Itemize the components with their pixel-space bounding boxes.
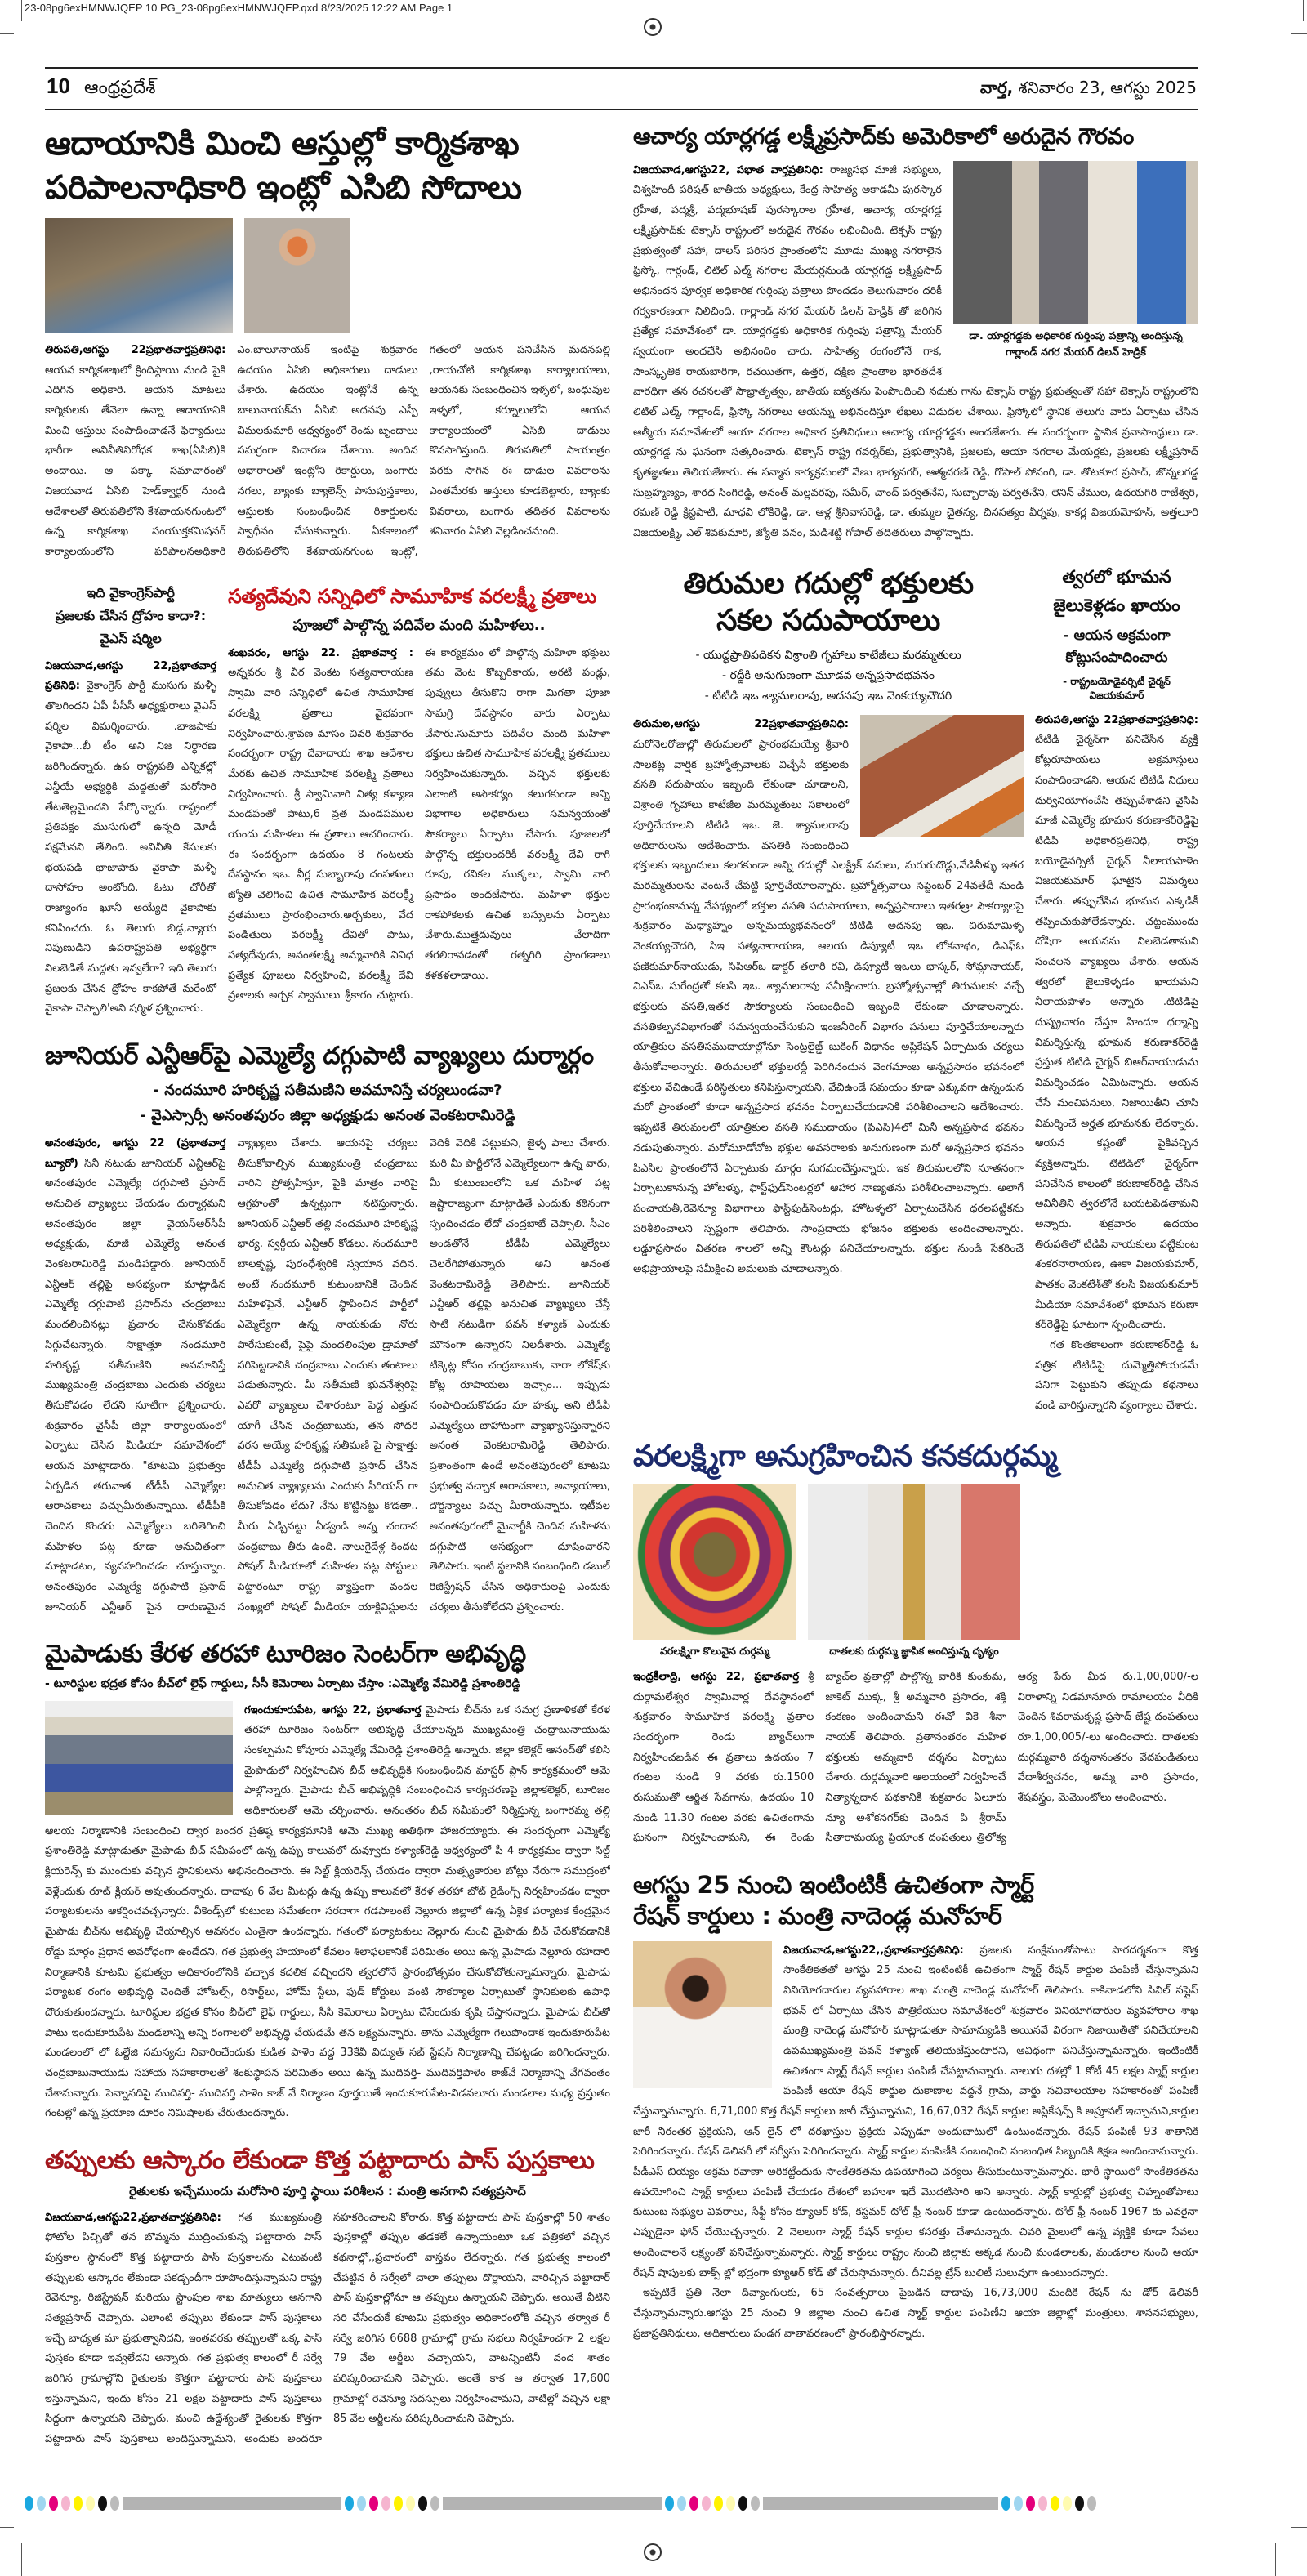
dateline: అనంతపురం, ఆగస్టు 22 (ప్రభాతవార్త బ్యూరో) <box>45 1136 226 1170</box>
paper-name: వార్త, <box>979 78 1014 97</box>
photo-ttd-meeting <box>860 715 1024 837</box>
article-text: ప్రజలకు సంక్షేమంతోపాటు పారదర్శకంగా కొత్త సాంకేతికతతో ఆగస్టు 25 నుంచి ఇంటింటికీ ఉచితంగా స్మార్ట్ రేషన్ కార్డుల పంపిణీ చేస్తున్నామని వినియోగదారుల వ్యవహారాల శాఖ మంత్రి నాదెండ్ల మనోహర్ తెలిపారు. కాకినాడలోని సివిల్ సప్లైస్ భవన్ లో ఏర్పాటు చేసిన పాత్రికేయుల సమావేశంలో శుక్రవారం వినియోగదారుల వ్యవహారాల శాఖ మంత్రి నాదెండ్ల మనోహర్ మాట్లాడుతూ సామాన్యుడికి అయినవే విరంగా నిజాయితీతో పనిచేయాలని <box>783 1944 1198 2038</box>
headline: వైఎస్ షర్మిల <box>100 631 162 647</box>
subheadline: కోట్లుసంపాదించారు <box>1065 650 1168 667</box>
article-text: అన్నవరం శ్రీ వీర వెంకట సత్యనారాయణ స్వామి వారి సన్నిధిలో ఉచిత సామూహిక వరలక్ష్మి వ్రతాలు వైభవంగా నిర్వహించారు.శ్రావణ మాసం చివరి శుక్రవారం సందర్భంగా రాష్ట్ర దేవాదాయ శాఖ ఆదేశాల మేరకు ఉచిత సామూహిక వరలక్ష్మి వ్రతాలు నిర్వహించారు. శ్రీ స్వామివారి నిత్య కళ్యాణ మండపంతో పాటు,6 వ్రత మండపముల యందు మహిళలు ఈ వ్రతాలు ఆచరించారు. ఈ సందర్భంగా ఉదయం 8 గంటలకు దేవస్థానం ఇఒ. వీర్ల సుబ్బారావు దంపతులు జ్యోతి వెలిగించి ఉచిత సామూహిక వరలక్ష్మీ వ్రతములు ప్రారంభించారు.అర్చకులు, వేద పండితులు వరలక్ష్మీ దేవితో పాటు, సత్యదేవుడు, అనంతలక్ష్మి అమ్మవారికి వివిధ ప్రత్యేక పూజలు నిర్వహించి, వరలక్ష్మీ <box>228 667 413 982</box>
page-columns <box>45 123 1198 2471</box>
page-header-left <box>47 74 156 102</box>
article-text: యాక్టివిస్టులను వెదికి వెదికి పట్టుకుని, జైళ్ళ పాలు చేశారు. మరి మీ పార్టీలోనే ఎమ్మెల్యేలుగా ఉన్న వారు, మీ కుటుంబంలోని ఒక మహిళ పట్ల ఇష్టారాజ్యంగా మాట్లాడితే ఎందుకు కఠినంగా స్పందించడం లేదో చంద్రబాబే చెప్పాలి. సీఎం అండతోనే టీడీపీ ఎమ్మెల్యేలు చెలరేగిపోతున్నారు అని అనంత వెంకటరామిరెడ్డి తెలిపారు. జూనియర్ ఎన్టీఆర్ తల్లిపై అనుచిత వ్యాఖ్యలు చేస్తే సాటి నటుడిగా పవన్ కళ్యాణ్ ఎందుకు మౌనంగా ఉన్నారని నిలదీశారు. ఎమ్మెల్యే టిక్కెట్ల కోసం చంద్రబాబుకు, నారా లోకేష్‌కు కోట్ల రూపాయలు ఇచ్చాం... ఇప్పుడు సంపాదించుకోవడం మా హక్కు అని టీడీపీ ఎమ్మెల్యేలు బాహాటంగా వ్యాఖ్యానిస్తున్నారని అనంత వెంకటరామిరెడ్డి తెలిపారు. ప్రశాంతంగా ఉండే అనంతపురంలో కూటమి ప్రభుత్వ వచ్చాక అరాచకాలు, అన్యాయాలు, దౌర్జన్యాలు పెచ్చు మీరాయన్నారు. ఇటీవల అనంతపురంలో మైనార్టీకి చెందిన మహిళను దగ్గుపాటి అసభ్యంగా దూషించారని తెలిపారు. ఇంటి స్థలానికి సంబంధించి డబుల్ రిజిస్ట్రేషన్ చేసిన అధికారులపై ఎందుకు చర్యలు తీసుకోలేదని ప్రశ్నించారు. <box>358 1136 610 1614</box>
registration-mark-icon <box>644 2543 662 2561</box>
black-swatch <box>418 2496 427 2511</box>
magenta-swatch <box>689 2496 698 2511</box>
headline: రేషన్ కార్డులు : మంత్రి నాదెండ్ల మనోహర్ <box>633 1902 1002 1931</box>
headline: ఆదాయానికి మించి ఆస్తుల్లో కార్మికశాఖ <box>45 125 520 163</box>
subheadline: రైతులకు ఇచ్చేముందు మరోసారి పూర్తి స్థాయి పరిశీలన : మంత్రి అనగాని సత్యప్రసాద్ <box>129 2183 526 2199</box>
article-text: రాజ్యసభ మాజీ సభ్యులు, విశ్వహిందీ పరిషత్ జాతీయ అధ్యక్షులు, కేంద్ర సాహిత్య అకాడమీ పురస్కార గ్రహీత, పద్మశ్రీ, పద్మభూషణ్ పురస్కారాల గ్రహీత, ఆచార్య యార్లగడ్డ లక్ష్మీప్రసాద్‌కు టెక్సాస్ రాష్ట్రంలో అరుదైన గౌరవం లభించింది. టెక్సస్ రాష్ట్ర ప్రభుత్వంతో సహా, దాలస్ పరిసర ప్రాంతంలోని మూడు ముఖ్య నగరాలైన ఫ్రిస్కో, గార్లండ్, లిటిల్ ఎల్మ్ నగరాల మేయర్లనుండి యార్లగడ్డ లక్ష్మీప్రసాద్ అభినందన పూర్వక అధికారిక గుర్తింపు పత్రాలు పొందడం తెలుగువారం దరికీ గర్వకారణంగా నిలిచింది. గార్లాండ్ నగర మేయర్ డిలన్ హెడ్రిక్ తో జరిగిన ప్రత్యేక సమావేశంలో డా. యార్లగడ్డకు అధికారిక గుర్తింపు పత్రాన్ని మేయర్ స్వయంగా అందచేసి అభినందిం చారు. సాహిత్య రంగంలోనే గాక, సాంస్కృతిక రాయబారిగా, రచయితగా, ఉత్తర, దక్షిణ ప్రాంతాల భారతదేశ వారధిగా తన రచనలతో సౌభ్రాతృత్వం, జాతీయ ఐక్యతను పెంపొందించి నదుకు గాను టెక్సాస్ రాష్ట్ర ప్రభుత్వంతో సహా టెక్సాస్ రాష్ట్రంలోని లిటిల్ <box>633 163 1198 418</box>
section-name: ఆంధ్రప్రదేశ్ <box>84 78 156 98</box>
gray-swatch <box>110 2496 119 2511</box>
gray-swatch <box>751 2496 760 2511</box>
light-cyan-swatch <box>37 2496 46 2511</box>
figure <box>633 1484 796 1659</box>
article-text: వైకాంగ్రెస్ పార్టీ ముసుగు మళ్ళీ తొలగిందని ఏపీ పీసీసీ అధ్యక్షురాలు వైఎస్ షర్మిల విమర్శించారు. .భాజపాకు వైకాపా...బీ టీం అని నిజ నిర్ధారణ జరిగిందన్నారు. ఉప రాష్ట్రపతి ఎన్నికల్లో ఎన్డీయే అభ్యర్థికి మద్దతుతో మరోసారి తేటతెల్లమైందని పేర్కొన్నారు. రాష్ట్రంలో ప్రతిపక్షం ముసుగులో ఉన్నది మోడీ పక్షమేనని తేలింది. అవినీతి కేసులకు భయపడి భాజాపాకు వైకాపా మళ్ళీ దాసోహం అంటోంది. ఓటు చోరీతో రాజ్యాంగం ఖూనీ అయ్యేది వైకాపాకు కనిపించదు. ఓ తెలుగు బిడ్డ,న్యాయ నిపుణుడిని ఉపరాష్ట్రపతి అభ్యర్థిగా నిలబెడితే మద్దతు ఇవ్వలేరా? ఇది తెలుగు ప్రజలకు చేసిన ద్రోహం కాకపోతే మరేంటో వైకాపా చెప్పాలి'అని షర్మిళ ప్రశ్నించారు. <box>45 680 216 1016</box>
magenta-swatch <box>49 2496 58 2511</box>
gray-swatch <box>430 2496 439 2511</box>
crop-mark <box>21 0 22 21</box>
headline: మైపాడుకు కేరళ తరహా టూరిజం సెంటర్‌గా అభివృద్ధి <box>45 1640 526 1669</box>
magenta-swatch <box>369 2496 378 2511</box>
headline: త్వరలో భూమన <box>1062 566 1171 587</box>
registration-mark-icon <box>644 18 662 36</box>
article-text: యార్లగడ్డ ను ఘనంగా సత్కరించారు. టెక్సాస్ రాష్ట్ర గవర్నర్‌కు, ప్రభుత్వానికి, ప్రజలకు, ఆయా నగరాల మేయర్లకు, ప్రజలకు లక్ష్మీప్రసాద్ కృతజ్ఞతలు తెలియజేశారు. ఈ సన్మాన కార్యక్రమంలో వేణు భాగ్యనగర్, ఆత్మచరణ్ రెడ్డి, గోపాల్ పోనంగి, డా. తోటకూర ప్రసాద్, జొన్నలగడ్డ సుబ్రహ్మణ్యం, <box>633 446 1198 499</box>
masthead-rule-bottom <box>45 109 1198 110</box>
page-footer <box>0 2511 1307 2576</box>
light-yellow-swatch <box>86 2496 95 2511</box>
article-body <box>45 1134 610 1618</box>
photo-mypadu-event <box>45 1701 233 1815</box>
headline: తప్పులకు ఆస్కారం లేకుండా కొత్త పట్టాదారు పాస్ పుస్తకాలు <box>45 2146 595 2176</box>
article-text: కార్డుల్లో ప్రభుత్వ చిహ్నంతోపాటు కుటుంబ సభ్యుల వివరాలు, సేఫ్టీ కోసం క్యూఆర్ కోడ్, కస్టమర్ టోల్ ఫ్రీ నంబర్ కూడా ఉంటుందన్నారు. టోల్ ఫ్రీ నంబర్ 1967 కు ఎవరైనా ఎప్పుడైనా ఫోన్ చేయొచ్చన్నారు. 2 నెలలుగా స్మార్ట్ రేషన్ కార్డుల కసరత్తు చేశామన్నారు. చివరి మైలులో ఉన్న వ్యక్తికి కూడా సేవలు అందించాలనే లక్ష్యంతో పనిచేస్తున్నామన్నారు. స్మార్ట్ కార్డులు రాష్ట్రం నుంచి జిల్లాకు అక్కడ నుంచి మండలాలకు, మండలాల నుంచి ఆయా రేషన్ షాపులకు బాక్స్ ల్లో భద్రంగా క్యూఆర్ కోడ్ తో చేరుస్తామన్నారు. దీనివల్ల ట్రేస్ బులిటీ సులువుగా ఉంటుందన్నారు. <box>633 2185 1198 2279</box>
article-text: ఆయన కార్మికశాఖలో క్రిందిస్థాయి నుండి పైకి ఎదిగిన అధికారి. ఆయన మాటలు కార్మికులకు తేనెలా ఉన్నా ఆదాయానికి మించి ఆస్తులు సంపాదించాడనే ఫిర్యాదులు భారీగా <box>45 364 226 458</box>
photo-goddess-varalakshmi <box>633 1484 796 1640</box>
crop-mark <box>1291 2527 1307 2528</box>
dateline: తిరుమల,ఆగస్టు 22ప్రభాతవార్తప్రతినిధి: <box>633 718 849 731</box>
article-body: గత కొంతకాలంగా కరుణాకర్‌రెడ్డి ఓ పత్రిక టిటిడిపై దుమ్మెత్తిపోయడమే పనిగా పెట్టుకుని తప్పుడు కథనాలు వండి వారిస్తున్నారని వ్యంగ్యాలు చేశారు. <box>1035 1339 1198 1413</box>
article-body: ఇప్పటికే ప్రతి నెలా దివ్యాంగులకు, 65 సంవత్సరాలు పైబడిన దాదాపు 16,73,000 మందికి రేషన్ ను డోర్ డెలివరీ చేస్తున్నామన్నారు.ఆగస్టు 25 నుంచి 9 జిల్లాల నుంచి ఉచిత స్మార్ట్ కార్డుల పంపిణీని ఆయా జిల్లాల్లో మంత్రులు, శాసనసభ్యులు, ప్రజాప్రతినిధులు, అధికారులు పండగ వాతావరణంలో ప్రారంభిస్తారన్నారు. <box>633 2287 1198 2340</box>
crop-mark <box>0 33 14 34</box>
light-yellow-swatch <box>406 2496 415 2511</box>
cmyk-color-bar <box>25 2496 1307 2511</box>
article-text: సందర్భంగా ఎమ్మెల్యే ప్రశాంతిరెడ్డి మాట్లాడుతూ మైపాడు బీచ్ సమీపంలో ఉన్న ఉప్పు కాలువలో దువ్వూరు కళ్యాణ్‌రెడ్డి ఆధ్వర్యంలో పీ 4 కార్యక్రమం ద్వారా సిల్ట్ క్లియరెన్స్ కు ముందుకు వచ్చిన స్థానికులను అభినందించారు. ఈ సిల్ట్ క్లియరెన్స్ చేయడం ద్వారా మత్స్యకారుల బోట్లు నేరుగా సముద్రంలో వెళ్లేందుకు రూట్ క్లియర్ అవుతుందన్నారు. దాదాపు 6 వేల మీటర్లు ఉన్న ఉప్పు కాలువలో కేరళ తరహా బోట్ రైడింగ్స్ నిర్వహించడం ద్వారా పర్యాటకులను ఆకర్షించవచ్చన్నారు. వీకెండ్స్‌లో కుటుంబ సమేతంగా సరదాగా గడపాలంటే నెల్లూరు జిల్లాలో ఉన్న ఏకైక పర్యాటక కేంద్రమైన మైపాడు బీచ్‌ను అభివృద్ధి చేయాల్సిన అవసరం ఎంతైనా ఉందన్నారు. గతంలో పర్యాటకులు నెల్లూరు నుంచి మైపాడు బీచ్ చేరుకోవడానికి రోడ్డు మార్గం ప్రధాన అవరోధంగా ఉండేదని, గత ప్రభుత్వ హయాంలో కేవలం శిలాఫలకానికే పరిమితం అయి ఉన్న మైపాడు నెల్లూరు రహదారి నిర్మాణానికి కూటమి ప్రభుత్వం అధికారంలోనికి వచ్చాక కదలిక వచ్చిందని <box>45 1824 610 1979</box>
photo-balunayak <box>244 218 350 333</box>
dateline: శంఖవరం, ఆగస్టు 22. ప్రభాతవార్త : <box>228 646 413 659</box>
article-body <box>1035 711 1198 1336</box>
subheadline: పూజలో పాల్గొన్న పదివేల మంది మహిళలు.. <box>292 616 546 634</box>
article-pattadar <box>45 2145 610 2450</box>
black-swatch <box>98 2496 107 2511</box>
article-bhumana-headline <box>1035 565 1198 703</box>
article-text: నగలు, బ్యాంకు బ్యాలెన్స్ పాసుపుస్తకాలు, ఆస్తులకు సంబంధించిన రికార్డులను స్వాధీనం చేసుకున్నారు. ఏకకాలంలో తిరుపతిలోని కేశవాయనగుంట ఇంట్లో, గతంలో ఆయన పనిచేసిన మదనపల్లి ,రాయచోటి కార్మికశాఖ కార్యాలయాలు, ఆయనకు సంబంధించిన ఇళ్ళలో, బంధువుల ఇళ్ళలో, కర్నూలులోని ఆయన కార్యాలయంలో ఏసిబి దాడులు కొనసాగిస్తుంది. తిరుపతిలో సాయంత్రం వరకు సాగిన ఈ దాడుల వివరాలను ఎంతమేరకు ఆస్తులు కూడబెట్టారు, బ్యాంకు వివరాలు, బంగారు తదితర వివరాలను శనివారం ఏసిబి వెల్లడించనుంది. <box>237 344 610 558</box>
article-text: సినీ నటుడు జూనియర్ ఎన్టీఆర్‌పై అనంతపురం ఎమ్మెల్యే దగ్గుపాటి ప్రసాద్ అనుచిత వ్యాఖ్యలు చేయడం దుర్మార్గమని అనంతపురం జిల్లా వైయస్ఆర్‌సీపీ అధ్యక్షుడు, మాజీ ఎమ్మెల్యే అనంత వెంకటరామిరెడ్డి మండిపడ్డారు. జూనియర్ ఎన్టీఆర్ తల్లిపై అసభ్యంగా మాట్లాడిన ఎమ్మెల్యే దగ్గుపాటి ప్రసాద్‌ను చంద్రబాబు మందలించినట్లు ప్రచారం చేసుకోవడం సిగ్గుచేటన్నారు. సాక్షాత్తూ నందమూరి హరికృష్ణ సతీమణిని అవమానిస్తే ముఖ్యమంత్రి చంద్రబాబు ఎందుకు చర్యలు తీసుకోవడం లేదని సూటిగా ప్రశ్నించారు. శుక్రవారం వైసీపీ జిల్లా కార్యాలయంలో ఏర్పాటు చేసిన మీడియా సమావేశంలో ఆయన మాట్లాడారు. "కూటమి ప్రభుత్వం ఏర్పడిన తరువాత టీడీపీ ఎమ్మెల్యేల ఆరాచకాలు పెచ్చుమీరుతున్నాయి. టీడీపీకి చెందిన కొందరు ఎమ్మెల్యేలు బరితెగించి మహిళల పట్ల కూడా అనుచితంగా మాట్లాడటం, వ్యవహరించడం చూస్తున్నాం. అనంతపురం ఎమ్మెల్యే దగ్గుపాటి ప్రసాద్ జూనియర్ ఎన్టీఆర్ పైన దారుణమైన వ్యాఖ్యలు చేశారు. ఆయనపై <box>45 1136 374 1614</box>
light-yellow-swatch <box>726 2496 735 2511</box>
article-yarlagadda <box>633 123 1198 544</box>
sharmila-headline <box>45 584 216 649</box>
light-magenta-swatch <box>61 2496 70 2511</box>
article-text: పుస్తకాలు అందిస్తున్నామని, అందుకు అందరూ సహకరించాలని కోరారు. కొత్త పట్టాదారు పాస్ పుస్తకాల్లో 50 శాతం పుస్తకాల్లో తప్పుల తడకలే ఉన్నాయంటూ ఒక పత్రికలో వచ్చిన కథనాల్లో,,ప్రచారంలో వాస్తవం లేదన్నారు. గత ప్రభుత్వ కాలంలో చేపట్టిన రీ సర్వేలో చాలా తప్పులు దొర్లాయని, వారిచ్చిన పట్టాదార్ పాస్ పుస్తకాల్లోనూ ఆ తప్పులు ఉన్నాయని చెప్పారు. అయితే వీటిని సరి చేసేందుకే కూటమి ప్రభుత్వం అధికారంలోకి వచ్చిన తర్వాత రీ సర్వే జరిగిన 6688 గ్రామాల్లో గ్రామ సభలు నిర్వహించగా 2 లక్షల 79 వేల అర్జీలు వచ్చాయని, వాటన్నింటినీ వంద శాతం పరిష్కరించామని చెప్పారు. అంతే కాక ఆ తర్వాత 17,600 గ్రామాల్లో రెవెన్యూ సదస్సులు నిర్వహించామని, వాటిల్లో వచ్చిన లక్షా 85 వేల అర్జీలను పరిష్కరించామని చెప్పారు. <box>119 2211 610 2446</box>
article-body <box>45 657 216 1020</box>
dateline: విజయవాడ,ఆగస్టు22, పభాత వార్తప్రతినిధి: <box>633 163 823 176</box>
subheadline: - టీటీడి ఇఒ శ్యామలరావు, అదనపు ఇఒ వెంకయ్యచౌదరి <box>704 690 952 703</box>
headline: ప్రజలకు చేసిన ద్రోహం కాదా?: <box>55 607 207 623</box>
dateline: ఇంద్రకీలాద్రి, ఆగస్టు 22, ప్రభాతవార్త <box>633 1670 800 1683</box>
print-slug: 23-08pg6exHMNWJQEP 10 PG_23-08pg6exHMNWJQEP.qxd 8/23/2025 12:22 AM Page 1 <box>25 2 453 14</box>
page-number: 10 <box>47 74 70 98</box>
article-tirumala <box>633 565 1024 1280</box>
newspaper-page <box>45 67 1198 2471</box>
headline: సకల సదుపాయాలు <box>716 603 940 637</box>
cyan-swatch <box>1001 2496 1010 2511</box>
headline: పరిపాలనాధికారి ఇంట్లో ఎసిబి సోదాలు <box>45 169 522 207</box>
article-sharmila <box>45 584 216 1020</box>
masthead <box>45 69 1198 109</box>
article-text: రు.1,00,000/-ల విరాళాన్ని నిడమానూరు రామాలయం వీధికి చెందిన శివరామకృష్ణ ప్రసాద్ జేష్ట దంపతులు రూ.1,00,005/-లు <box>1017 1670 1198 1743</box>
magenta-swatch <box>1026 2496 1035 2511</box>
subheadline: - ఆయన అక్రమంగా <box>1063 627 1171 644</box>
photo-minister-nadendla <box>633 1941 772 2088</box>
article-jr-ntr <box>45 1041 610 1618</box>
issue-date: శనివారం 23, ఆగస్టు 2025 <box>1018 78 1197 97</box>
yellow-swatch <box>74 2496 83 2511</box>
cyan-swatch <box>25 2496 33 2511</box>
subheadline: - రద్దీకి అనుగుణంగా మూడవ అన్నప్రసాదభవనం <box>721 669 935 682</box>
article-bhumana <box>1035 565 1198 1417</box>
article-mypadu <box>45 1639 610 2124</box>
dateline: తిరుపతి,ఆగస్టు 22ప్రభాతవార్తప్రతినిధి: <box>45 344 226 356</box>
dateline: గఇందుకూరుపేట, ఆగస్టు 22, ప్రభాతవార్త <box>244 1703 422 1717</box>
kanakadurga-photos <box>633 1484 1198 1659</box>
headline: ఆగస్టు 25 నుంచి ఇంటింటికీ ఉచితంగా స్మార్ట్ <box>633 1871 1034 1900</box>
article-text: మైపాడు బీచ్‌ను ఒక సమగ్ర ప్రణాళికతో కేరళ తరహా టూరిజం సెంటర్‌గా అభివృద్ధి చేయాలన్నది ముఖ్యమంత్రి చంద్రాబునాయుడు సంకల్పమని కోవూరు ఎమ్మెల్యే వేమిరెడ్డి ప్రశాంతిరెడ్డి అన్నారు. జిల్లా కలెక్టర్ ఆనంద్‌తో కలిసి మైపాడులో నిర్వహించిన బీచ్ అభివృద్ధికి సంబంధించిన మాస్టర్ ప్లాన్ కార్యక్రమంలో ఆమె పాల్గొన్నారు. మైపాడు బీచ్ అభివృద్ధికి సంబంధించిన కార్యచరణపై జిల్లాకలెక్టర్, టూరిజం అధికారులతో ఆమె చర్చించారు. అనంతరం బీచ్ సమీపంలో నిర్మిస్తున్న బంగారమ్మ తల్లి ఆలయ నిర్మాణానికి సంబంధించి ద్వార బందర ప్రతిష్ఠ కార్యక్రమానికి ఆమె ముఖ్య అతిథిగా హాజరయ్యారు. ఈ <box>45 1703 610 1837</box>
page-header-right <box>980 78 1197 101</box>
article-body <box>633 1667 1198 1849</box>
headline: జైలుకెళ్లడం ఖాయం <box>1053 596 1180 616</box>
light-cyan-swatch <box>357 2496 366 2511</box>
subheadline: - నందమూరి హరికృష్ణ సతీమణిని అవమానిస్తే చర్యలుండవా? <box>153 1081 502 1099</box>
acb-photos <box>45 218 610 333</box>
article-text: అందించారు. దాతలకు దుర్గమ్మవారి దర్శనానంతరం వేదపండితులు వేదాశీర్వచనం, అమ్మ వారి ప్రసాదం, శేషవస్త్రం, మెమొంటోలు అందించారు. <box>1017 1730 1198 1804</box>
headline: జూనియర్ ఎన్టీఆర్‌పై ఎమ్మెల్యే దగ్గుపాటి వ్యాఖ్యలు దుర్మార్గం <box>45 1042 594 1071</box>
photo-acb-raid <box>45 218 233 333</box>
crop-mark <box>1275 2543 1276 2576</box>
photo-caption: దాతలకు దుర్గమ్మ జ్ఞాపిక అందిస్తున్న దృశ్యం <box>829 1644 999 1657</box>
print-slug-bar <box>0 0 1307 49</box>
dateline: విజయవాడ,ఆగస్టు 22,ప్రభాతవార్త ప్రతినిధి: <box>45 659 216 693</box>
article-text: అవినీతినిరోధక శాఖ(ఏసిబి)కి అందాయి. ఆ పక్కా సమాచారంతో విజయవాడ ఏసిబి హెడ్‌క్వార్టర్ నుండి ఆదేశాలతో తిరుపతిలోని కేశవాయనగుంటలో ఉన్న కార్మికశాఖ సంయుక్తకమిషనర్ కార్యాలయంలోని పరిపాలనఅధికారి ఎం.బాలూనాయక్ ఇంటిపై శుక్రవారం ఉదయం ఏసిబి అధికారులు దాడులు చేశారు. ఉదయం ఇంట్లోనే ఉన్న బాలునాయక్‌ను ఏసిబి అదనపు ఎస్పీ విమలకుమారి ఆధ్వర్యంలో రెండు బృందాలు సమగ్రంగా విచారణ చేశాయి. అందిన ఆధారాలతో ఇంట్లోని రికార్డులు, బంగారు <box>45 344 418 558</box>
row <box>45 584 610 1020</box>
headline: వరలక్ష్మిగా అనుగ్రహించిన కనకదుర్గమ్మ <box>633 1439 1058 1473</box>
article-body <box>45 2208 610 2450</box>
article-text: ఉపముఖ్యమంత్రి పవన్ కళ్యాణ్ తెలియజేస్తుంటారని, ఆవిధంగా పనిచేస్తున్నామన్నారు. ఇంటింటికీ ఉచితంగా స్మార్ట్ రేషన్ కార్డుల పంపిణీ చేపట్టామన్నారు. నాలుగు దశల్లో 1 కోటీ 45 లక్షల స్మార్ట్ కార్డుల పంపిణీ ఆయా రేషన్ కార్డుల దుకాణాల వద్దనే గ్రామ, వార్డు సచివాలయాల సహకారంతో పంపిణీ చేస్తున్నామన్నారు. 6,71,000 కొత్త రేషన్ కార్డులు జారీ చేస్తున్నామని, 16,67,032 రేషన్ కార్డుల అప్లికేషన్స్ కి అప్రూవల్ ఇచ్చామని,కార్డుల జారీ నిరంతర ప్రక్రియని, ఆన్ లైన్ లో దరఖాస్తుల ప్రక్రియ ఎప్పుడూ అందుబాటులో ఉంటుందన్నారు. రేషన్ పంపిణీ 93 శాతానికి పెరిగిందన్నారు. రేషన్ డెలివరీ లో సర్వీసు పెరిగిందన్నారు. స్మార్ట్ కార్డుల పంపిణీకి సంబంధించి సంబంధిత సిబ్బందికి శిక్షణ అందించామన్నారు. పీడీఎస్ బియ్యం అక్రమ రవాణా అరికట్టేందుకు సాంకేతికతను ఉపయోగించి చర్యలు తీసుకుంటున్నామన్నారు. భారీ స్థాయిలో సాంకేతికతను ఉపయోగించి స్మార్ట్ కార్డులు పంపిణీ చేయడం దేశంలో బహుశా ఇదే మొదటిసారి అని అన్నారు. స్మార్ట్ <box>633 2044 1198 2199</box>
photo-donors-memento <box>808 1484 1020 1640</box>
light-cyan-swatch <box>1014 2496 1023 2511</box>
article-kanakadurga <box>633 1438 1198 1849</box>
light-cyan-swatch <box>677 2496 686 2511</box>
gray-bar <box>443 2497 662 2510</box>
article-acb <box>45 123 610 563</box>
black-swatch <box>1075 2496 1084 2511</box>
black-swatch <box>738 2496 747 2511</box>
article-text: ఎల్మ్, గార్లాండ్, ఫ్రిస్కో నగరాలు ఆయన్ను అభినందిస్తూ లేఖలు విడుదల చేశాయి. ఫ్రిస్కోలో స్థానిక తెలుగు వారు ఏర్పాటు చేసిన ఆత్మీయ సమావేశంలో ఆయా నగరాల అధికార ప్రతినిధులు ఆచార్య యార్లగడ్డకు అందజేశారు. ఈ సందర్భంగా స్థానిక ప్రవాసాంధ్రులు డా. <box>633 406 1198 439</box>
yellow-swatch <box>394 2496 403 2511</box>
article-varalakshmi-vratam <box>228 584 610 1007</box>
headline: తిరుమల గదుల్లో భక్తులకు <box>683 566 974 600</box>
article-tirumala-headline <box>633 565 1024 639</box>
dateline: విజయవాడ,ఆగస్టు22,,ప్రభాతవార్తప్రతినిధి: <box>783 1944 964 1957</box>
light-magenta-swatch <box>1038 2496 1047 2511</box>
article-text: శారద సింగిరెడ్డి, అనంత్ మల్లవరపు, సమీర్, చాంద్ పర్వతనేని, సుబ్బారావు పర్వతనేని, లెనిన్ వేముల, ఉదయగిరి రాజేశ్వరి, రమణ్ రెడ్డి క్రిస్టపాటి, మాధవి లోకిరెడ్డి, డా. ఆళ్ల శ్రీనివాసరెడ్డి, డా. తుమ్మల చైతన్య, చినసత్యం వీర్నపు, కాకర్ల విజయమోహన్, అత్తలూరి విజయలక్ష్మి, ఎల్ శివకుమారి, జ్యోతి వనం, మడిశెట్టి గోపాల్ తదితరులు పాల్గొన్నారు. <box>633 486 1198 540</box>
article-text: గత ముఖ్యమంత్రి ఫోటోల పిచ్చితో తన బొమ్మను ముద్రించుకున్న పట్టాదారు పాస్ పుస్తకాల స్థానంలో కొత్త పట్టాదారు పాస్ పుస్తకాలను ఎటువంటి తప్పులకు ఆస్కారం లేకుండా పకడ్బందీగా రూపొందిస్తున్నామని రాష్ట్ర రెవెన్యూ, రిజిస్ట్రేషన్ మరియు స్టాంపుల శాఖ మాత్యులు అనగాని సత్యప్రసాద్ చెప్పారు. ఎలాంటి తప్పులు లేకుండా పాస్ పుస్తకాలు ఇచ్చే బాధ్యత మా ప్రభుత్వానిదని, ఇంతవరకు తప్పులతో ఒక్క పాస్ పుస్తకం కూడా ఇవ్వలేదని అన్నారు. గత ప్రభుత్వ కాలంలో రీ సర్వే జరిగిన గ్రామాల్లోని రైతులకు కొత్తగా పట్టాదారు పాస్ పుస్తకాలు ఇస్తున్నామని, ఇందు కోసం 21 లక్షల పట్టాదారు పాస్ పుస్తకాలు సిద్ధంగా ఉన్నాయని చెప్పారు. మంచి ఉద్దేశ్యంతో రైతులకు కొత్తగా పట్టాదారు పాస్ <box>45 2211 322 2446</box>
light-yellow-swatch <box>1063 2496 1072 2511</box>
article-text: భక్తులకు ఇబ్బందులు కలగకుండా అన్ని గదుల్లో ఎలక్ట్రిక్ పనులు, మరుగుదొడ్లు,వేడినీళ్ళు ఇతర మరమ్మతులను వెంటనే చేపట్టి పూర్తిచేయాలన్నారు. బ్రహ్మోత్సవాలు సెప్టెంబర్ 24వతేదీ నుండి ప్రారంభంకానున్న నేపథ్యంలో భక్తుల వసతి సదుపాయాలు, అన్నప్రసాదాలు ఇతరత్రా సౌకర్యాలపై శుక్రవారం మధ్యాహ్నం అన్నమయ్యభవనంలో టిటిడి అదనపు ఇఒ. చిరుమామిళ్ళ వెంకయ్యచౌదరి, సిఇ సత్యనారాయణ, ఆలయ డిప్యూటీ ఇఒ లోకనాథం, డిఎఫ్ఓ ఫణికుమార్‌నాయుడు, సిపిఆర్ఒ డాక్టర్ తలారి రవి, డిప్యూటీ ఇఒలు భాస్కర్, సోమ్లానాయక్, విఎస్ఒ సురేంద్రతో కలసి ఇఒ. శ్యామలరావు సమీక్షించారు. బ్రహ్మోత్సవాల్లో తిరుమలకు వచ్చే భక్తులకు వసతి,ఇతర సౌకర్యాలకు సంబంధించి ఇబ్బంది లేకుండా చూడాలన్నారు. వసతికల్పనవిభాగంతో సమన్వయంచేసుకుని ఇంజనీరింగ్ విభాగం పనులు పూర్తిచేయాలన్నారు యాత్రికుల వసతిసముదాయాల్లోనూ సెంట్రలైజ్డ్ బుకింగ్ విధానం అప్లికేషన్ ఏర్పాటుకు చర్యలు తీసుకోవాలన్నారు. తిరుమలలో భక్తులరద్దీ పెరిగినందున వెంగమాంబ అన్నప్రసాదం భవనంలో భక్తులు వేచిఉండే పరిస్థితులు కనిపిస్తున్నాయని, వేచిఉండే సమయం కూడా ఎక్కువగా ఉన్నందున మరో ప్రాంతంలో కూడా అన్నప్రసాద భవనం ఏర్పాటుచేయడానికి పరిశీలించాలని ఆదేశించారు. ఇప్పటికే తిరుమలలో యాత్రికుల వసతి సముదాయం (పిఎసి)4లో మినీ అన్నప్రసాద భవనం నడుపుతున్నారు. మరోమూడోచోట భక్తుల అవసరాలకు అనుగుణంగా మరో అన్నప్రసాద భవనం పిఎసిల ప్రాంతంలోనే ఏర్పాటుకు మార్గం సుగమంచేస్తున్నారు. ఇక తిరుమలలోని నూతనంగా ఏర్పాటుకానున్న హోటళ్ళు, ఫాస్ట్‌ఫుడ్‌సెంటర్లలో ఆహార నాణ్యతను పరిశీలించాలన్నారు. అలాగే పంచాయతీ,రెవెన్యూ విభాగాలు ఫాస్ట్‌ఫుడ్‌సెంటర్లు, హోటళ్ళలో ఏర్పాటుచేసిన ధరలపట్టికను పరిశీలించాలని స్పష్టంగా తెలిపారు. సాంప్రదాయ భోజనం భక్తులకు అందించాలన్నారు. లడ్డూప్రసాదం వితరణ శాలలో అన్ని కౌంటర్లు పనిచేయాలన్నారు. భక్తుల నుండి సేకరించే అభిప్రాయాలపై సమీక్షించి అమలుకు చూడాలన్నారు. <box>633 859 1024 1275</box>
subheadline: - రాష్ట్రబయోడైవర్సిటీ చైర్మన్ విజయకుమార్ <box>1063 676 1171 701</box>
photo-caption <box>953 328 1198 360</box>
crop-mark <box>1291 33 1307 34</box>
light-magenta-swatch <box>381 2496 390 2511</box>
dateline: తిరుపతి,ఆగస్టు 22ప్రభాతవార్తప్రతినిధి: <box>1035 713 1198 726</box>
crop-mark <box>21 2543 22 2576</box>
article-text: చర్యలు తీసుకోవాల్సిన ముఖ్యమంత్రి చంద్రబాబు వారిని ప్రోత్సహిస్తూ, పైకి మాత్రం వారిపై ఆగ్రహంతో ఉన్నట్లుగా నటిస్తున్నారు. జూనియర్ ఎన్టీఆర్ తల్లి నందమూరి హరికృష్ణ భార్య. స్వర్గీయ ఎన్టీఆర్ కోడలు. నందమూరి బాలకృష్ణ, పురంధేశ్వరికి స్వయాన వదిన. అంటే నందమూరి కుటుంబానికి చెందిన మహిళపైనే, ఎన్టీఆర్ స్థాపించిన పార్టీలో ఎమ్మెల్యేగా ఉన్న నాయకుడు నోరు పారేసుకుంటే, పైపై మందలింపుల డ్రామాతో సరిపెట్టడానికి చంద్రబాబు ఎందుకు తంటాలు పడుతున్నారు. మీ సతీమణి భువనేశ్వరిపై ఎవరో వ్యాఖ్యలు చేశారంటూ పెద్ద ఎత్తున యాగీ చేసిన చంద్రబాబుకు, తన సోదరి వరస అయ్యే హరికృష్ణ సతీమణి పై సాక్షాత్తు టీడీపీ ఎమ్మెల్యే దగ్గుపాటి ప్రసాద్ చేసిన అనుచిత వ్యాఖ్యలను ఎందుకు సీరియస్ గా తీసుకోవడం లేదు? నేను కొట్టినట్టు కొడతా.. మీరు ఏడ్చినట్టు ఏడ్వండి అన్న చందాన చంద్రబాబు తీరు ఉంది. నాలుగైదేళ్ల కిందట సోషల్ మీడియాలో మహిళల పట్ల పోస్టులు పెట్టారంటూ రాష్ట్ర వ్యాప్తంగా వందల సంఖ్యలో సోషల్ మీడియా <box>237 1136 418 1614</box>
caption-line: డా. యార్లగడ్డకు అధికారిక గుర్తింపు పత్రాన్ని అందిస్తున్న <box>969 328 1183 342</box>
gray-bar <box>123 2497 341 2510</box>
yellow-swatch <box>1051 2496 1059 2511</box>
photo-caption: వరలక్ష్మిగా కొలువైన దుర్గమ్మ <box>660 1644 769 1657</box>
article-text: దేవి వ్రతాలకు అర్చక స్వాములు శ్రీకారం చుట్టారు. ఈ కార్యక్రమం లో పాల్గొన్న మహిళా భక్తులు తమ వెంట కొబ్బరికాయ, అరటి పండ్లు, పువ్వులు తీసుకొని రాగా మిగతా పూజా సామగ్రి దేవస్థానం వారు ఏర్పాటు చేసారు.సుమారు పదివేల మంది మహిళా భక్తులు ఉచిత సామూహిక వరలక్ష్మీ వ్రతములు నిర్వహించుకున్నారు. వచ్చిన భక్తులకు ఎలాంటి అసౌకర్యం కలుగకుండా అన్ని విభాగాల అధికారులు సమన్వయంతో సౌకర్యాలు ఏర్పాటు చేసారు. పూజలలో పాల్గొన్న భక్తులందరికీ వరలక్ష్మీ దేవి రాగి రూపు, రవికల ముక్కలు, స్వామి వారి ప్రసాదం అందజేసారు. మహిళా భక్తుల రాకపోకలకు ఉచిత బస్సులను ఏర్పాటు చేశారు.ముత్తైదువులు వేలాదిగా తరలిరావడంతో రత్నగిరి ప్రాంగణాలు కళకళలాడాయి. <box>228 646 610 1002</box>
photo-yarlagadda-award <box>953 161 1198 324</box>
gray-bar <box>763 2497 998 2510</box>
article-ration <box>633 1870 1198 2344</box>
yellow-swatch <box>714 2496 723 2511</box>
yarlagadda-figure <box>953 161 1198 360</box>
row <box>633 565 1198 1417</box>
right-half <box>633 123 1198 2365</box>
subheadline: - వైఎస్సార్సీ అనంతపురం జిల్లా అధ్యక్షుడు అనంత వెంకటరామిరెడ్డి <box>140 1106 515 1124</box>
subheadline: - యుద్ధప్రాతిపదికన విశ్రాంతి గృహాలు కాటేజీలు మరమ్మతులు <box>695 648 961 662</box>
left-half <box>45 123 610 2471</box>
article-text: శ్రీ దుర్గామలేశ్వర స్వామివార్ల దేవస్థానంలో శుక్రవారం సామూహిక వరలక్ష్మి వ్రతాల సందర్భంగా రెండు బ్యాచ్‌లుగా నిర్వహించబడిన ఈ వ్రతాలు ఉదయం 7 గంటల నుండి 9 వరకు రు.1500 రుసుముతో ఆర్జిత సేవగాను, ఉదయం 10 నుండి 11.30 గంటల వరకు ఉచితంగాను ఘనంగా నిర్వహించామని, ఈ రెండు బ్యాచ్‌ల వ్రతాల్లో పాల్గొన్న వారికి కుంకుమ, జాకెట్ ముక్క, శ్రీ అమ్మవారి ప్రసాదం, శక్తి కంకణం అందించామని ఈవో వికె శీనా నాయక్ తెలిపారు. వ్రతానంతరం మహిళ భక్తులకు అమ్మవారి దర్శనం ఏర్పాటు చేశారు. దుర్గమ్మవారి ఆలయంలో నిర్వహించే నిత్యాన్నదాన పథకానికి శుక్రవారం ఏలూరు న్యూ అశోకనగర్‌కు చెందిన పి శ్రీరామ్ సీతారామయ్య ప్రియాంక దంపతులు త్రిలోక్య ఆర్య పేరు మీద <box>633 1670 1107 1845</box>
article-tirumala-subheads <box>633 645 1024 708</box>
article-tirumala-bhumana-row <box>633 565 1198 1417</box>
article-text: త్వరలోనే ప్రారంభోత్సవం చేసుకోబోతున్నామన్నారు. మైపాడు పర్యాటక రంగం అభివృద్ధి చెందితే హోటల్స్, రిసార్ట్‌లు, హోమ్ స్టేలు, ఫుడ్ కోర్టులు వంటి సౌకర్యాల ఏర్పాటుతో స్థానికులకు ఉపాధి దొరుకుతుందన్నారు. టూరిస్టుల భద్రత కోసం బీచ్‌లో లైఫ్ గార్డులు, సీసీ కెమెరాలు ఏర్పాటు చేసేందుకు కృషి చేస్తానన్నారు. మైపాడు బీచ్‌తో పాటు ఇందుకూరుపేట మండలాన్ని అన్ని రంగాలలో అభివృద్ధి చేయడమే తన లక్ష్యమన్నారు. తాను ఎమ్మెల్యేగా గెలుపొందాక ఇందుకూరుపేట మండలంలో లో ఓల్టేజి సమస్యను నివారించేందుకు కుడిత పాళెం వద్ద 33కేవీ విద్యుత్ సబ్ స్టేషన్ నిర్మాణాన్ని చేపట్టడం జరిగిందన్నారు. చంద్రబాబునాయుడు సహాయ సహకారాలతో శంకుస్థాపన పరిమితం అయి ఉన్న ముదివర్తి- ముదివర్తిపాళెం కాజ్‌వే నిర్మాణాన్ని వేగవంతం చేశామన్నారు. పెన్నానదిపై ముదివర్తి- ముదివర్తి పాళెం కాజ్ వే నిర్మాణం పూర్తయితే ఇందుకూరుపేట-విడవలూరు మండలాల మధ్య ప్రస్తుతం గంటల్లో ఉన్న ప్రయాణ దూరం నిమిషాలకు చేరుతుందన్నారు. <box>45 1966 610 2120</box>
headline: ఇది వైకాంగ్రెస్‌పార్టీ <box>87 584 175 600</box>
article-sharmila-vratam-row <box>45 584 610 1020</box>
crop-mark <box>1303 0 1304 21</box>
caption-line: గార్లాండ్ నగర మేయర్ డిలన్ హెడ్రిక్ <box>1006 345 1146 358</box>
article-text: మరోనెలరోజుల్లో తిరుమలలో ప్రారంభమయ్యే శ్రీవారి సాలకట్ల వార్షిక బ్రహ్మోత్సవాలకు విచ్చేసే భక్తులకు వసతి సదుపాయం ఇబ్బంది లేకుండా చూడాలని, విశ్రాంతి గృహాలు కాటేజీల మరమ్మతులు సకాలంలో పూర్తిచేయాలని టిటిడి ఇఒ. జె. శ్యామలరావు అధికారులను ఆదేశించారు. వసతికి సంబంధించి <box>633 739 849 852</box>
dateline: విజయవాడ,ఆగస్టు22,ప్రభాతవార్తప్రతినిధి: <box>45 2211 221 2224</box>
gray-swatch <box>1087 2496 1096 2511</box>
figure <box>808 1484 1020 1659</box>
headline: ఆచార్య యార్లగడ్డ లక్ష్మీప్రసాద్‌కు అమెరికాలో అరుదైన గౌరవం <box>633 124 1134 150</box>
cyan-swatch <box>665 2496 674 2511</box>
headline: సత్యదేవుని సన్నిధిలో సామూహిక వరలక్ష్మీ వ్రతాలు <box>228 584 596 608</box>
subheadline: - టూరిస్టుల భద్రత కోసం బీచ్‌లో లైఫ్ గార్డులు, సీసీ కెమెరాలు ఏర్పాటు చేస్తాం :ఎమ్మెల్యే వేమిరెడ్డి ప్రశాంతిరెడ్డి <box>45 1676 520 1690</box>
article-text: టిటిడి చైర్మన్‌గా పనిచేసిన వ్యక్తి కోట్లరూపాయలు అక్రమాస్తులు సంపాదించాడని, ఆయన టిటిడి నిధులు దుర్వినియోగంచేసి తప్పుచేశాడని వైసిపి మాజీ ఎమ్మెల్యే భూమన కరుణాకర్‌రెడ్డిపై టిడిపి అధికారప్రతినిధి, రాష్ట్ర బయోడైవర్సిటీ చైర్మన్ నీలాయపాళెం విజయకుమార్ ఘాటైన విమర్శలు చేశారు. తప్పుచేసిన భూమన ఎక్కడికీ తప్పించుకుపోలేడన్నారు. చట్టంముందు దోషిగా ఆయనను నిలబెడతామని సంచలన వ్యాఖ్యలు చేశారు. ఆయన త్వరలో జైలుకెళ్ళడం ఖాయమని నీలాయపాళెం అన్నారు .టిటిడిపై దుష్ప్రచారం చేస్తూ హిందూ ధర్మాన్ని విమర్శిస్తున్న భూమన కరుణాకర్‌రెడ్డి ప్రస్తుత టిటిడి చైర్మన్ బిఆర్‌నాయుడును విమర్శించడం ఏమిటన్నారు. ఆయన చేసే మంచిపనులు, నిజాయితీని చూసి విమర్శించే అర్హత భూమనకు లేదన్నారు. ఆయన కష్టంతో పైకివచ్చిన వ్యక్తిఅన్నారు. టిటిడిలో చైర్మన్‌గా పనిచేసిన కాలంలో కరుణాకర్‌రెడ్డి చేసిన అవినీతిని త్వరలోనే బయటపెడతామని అన్నారు. శుక్రవారం ఉదయం తిరుపతిలో టిడిపి నాయకులు పట్టికుంట శంకరనారాయణ, ఊకా విజయకుమార్, పాతకం వెంకటేశ్‌తో కలసి విజయకుమార్ మీడియా సమావేశంలో భూమన కరుణా కర్‌రెడ్డిపై ఘాటుగా స్పందించారు. <box>1035 734 1198 1332</box>
light-magenta-swatch <box>702 2496 711 2511</box>
article-body <box>45 341 610 563</box>
crop-mark <box>0 2527 14 2528</box>
article-body <box>228 644 610 1007</box>
cyan-swatch <box>345 2496 354 2511</box>
